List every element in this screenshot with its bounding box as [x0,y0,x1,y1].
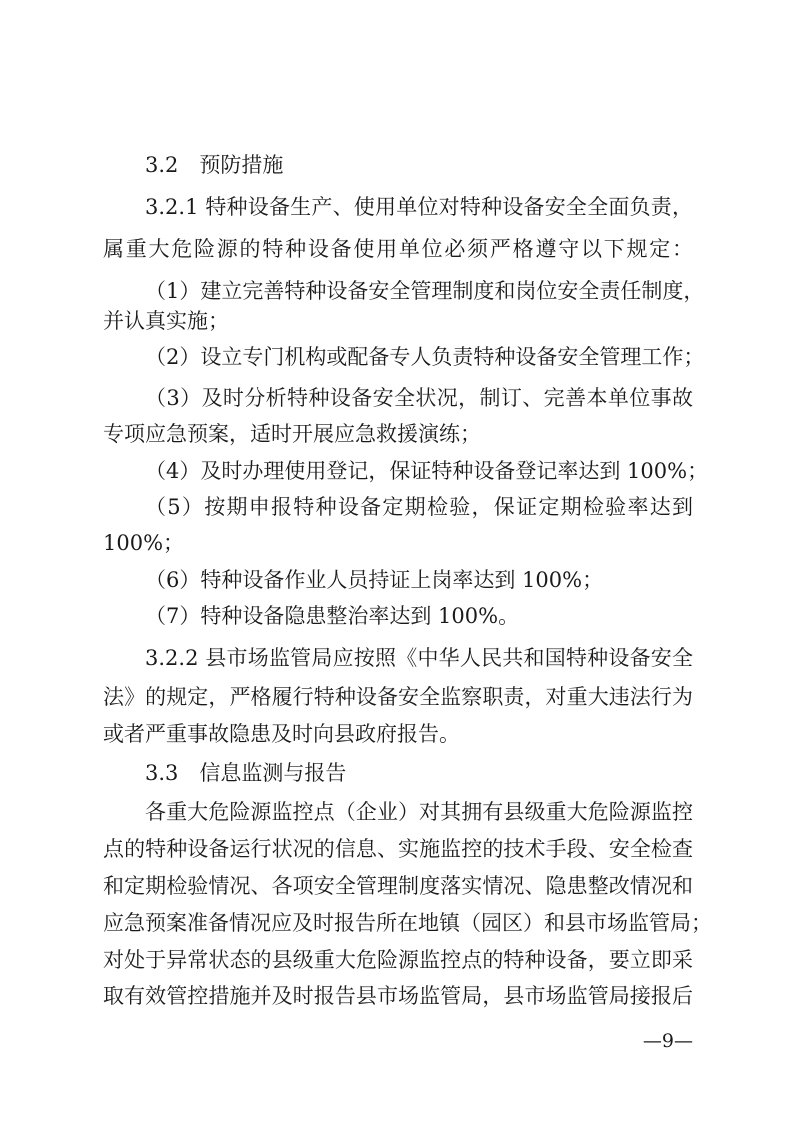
list-item-line: 100%； [103,531,185,555]
paragraph-line: 点的特种设备运行状况的信息、实施监控的技术手段、安全检查 [103,837,693,861]
paragraph-line: 3.2.1 特种设备生产、使用单位对特种设备安全全面负责， [145,195,693,219]
list-item-line: （1）建立完善特种设备安全管理制度和岗位安全责任制度， [145,279,705,303]
paragraph-line: 3.2.2 县市场监管局应按照《中华人民共和国特种设备安全 [145,646,693,670]
paragraph-line: 属重大危险源的特种设备使用单位必须严格遵守以下规定： [103,237,693,261]
list-item-line: （7）特种设备隐患整治率达到 100%。 [145,604,520,628]
section-heading-3-3: 3.3 信息监测与报告 [145,761,347,785]
page-number: —9— [642,1030,693,1052]
list-item-line: （3）及时分析特种设备安全状况，制订、完善本单位事故 [145,386,693,410]
section-heading-3-2: 3.2 预防措施 [145,153,284,177]
list-item-line: 专项应急预案，适时开展应急救援演练； [103,422,481,446]
paragraph-line: 应急预案准备情况应及时报告所在地镇（园区）和县市场监管局； [103,911,712,935]
list-item-line: （6）特种设备作业人员持证上岗率达到 100%； [145,568,604,592]
paragraph-line: 各重大危险源监控点（企业）对其拥有县级重大危险源监控 [145,800,693,824]
list-item-line: （2）设立专门机构或配备专人负责特种设备安全管理工作； [145,345,705,369]
list-item-line: （4）及时办理使用登记，保证特种设备登记率达到 100%； [145,459,709,483]
paragraph-line: 法》的规定，严格履行特种设备安全监察职责，对重大违法行为 [103,685,693,709]
paragraph-line: 和定期检验情况、各项安全管理制度落实情况、隐患整改情况和 [103,874,693,898]
list-item-line: （5）按期申报特种设备定期检验，保证定期检验率达到 [145,495,693,519]
paragraph-line: 或者严重事故隐患及时向县政府报告。 [103,722,460,746]
paragraph-line: 取有效管控措施并及时报告县市场监管局，县市场监管局接报后 [103,984,693,1008]
paragraph-line: 对处于异常状态的县级重大危险源监控点的特种设备，要立即采 [103,948,693,972]
list-item-line: 并认真实施； [103,309,229,333]
